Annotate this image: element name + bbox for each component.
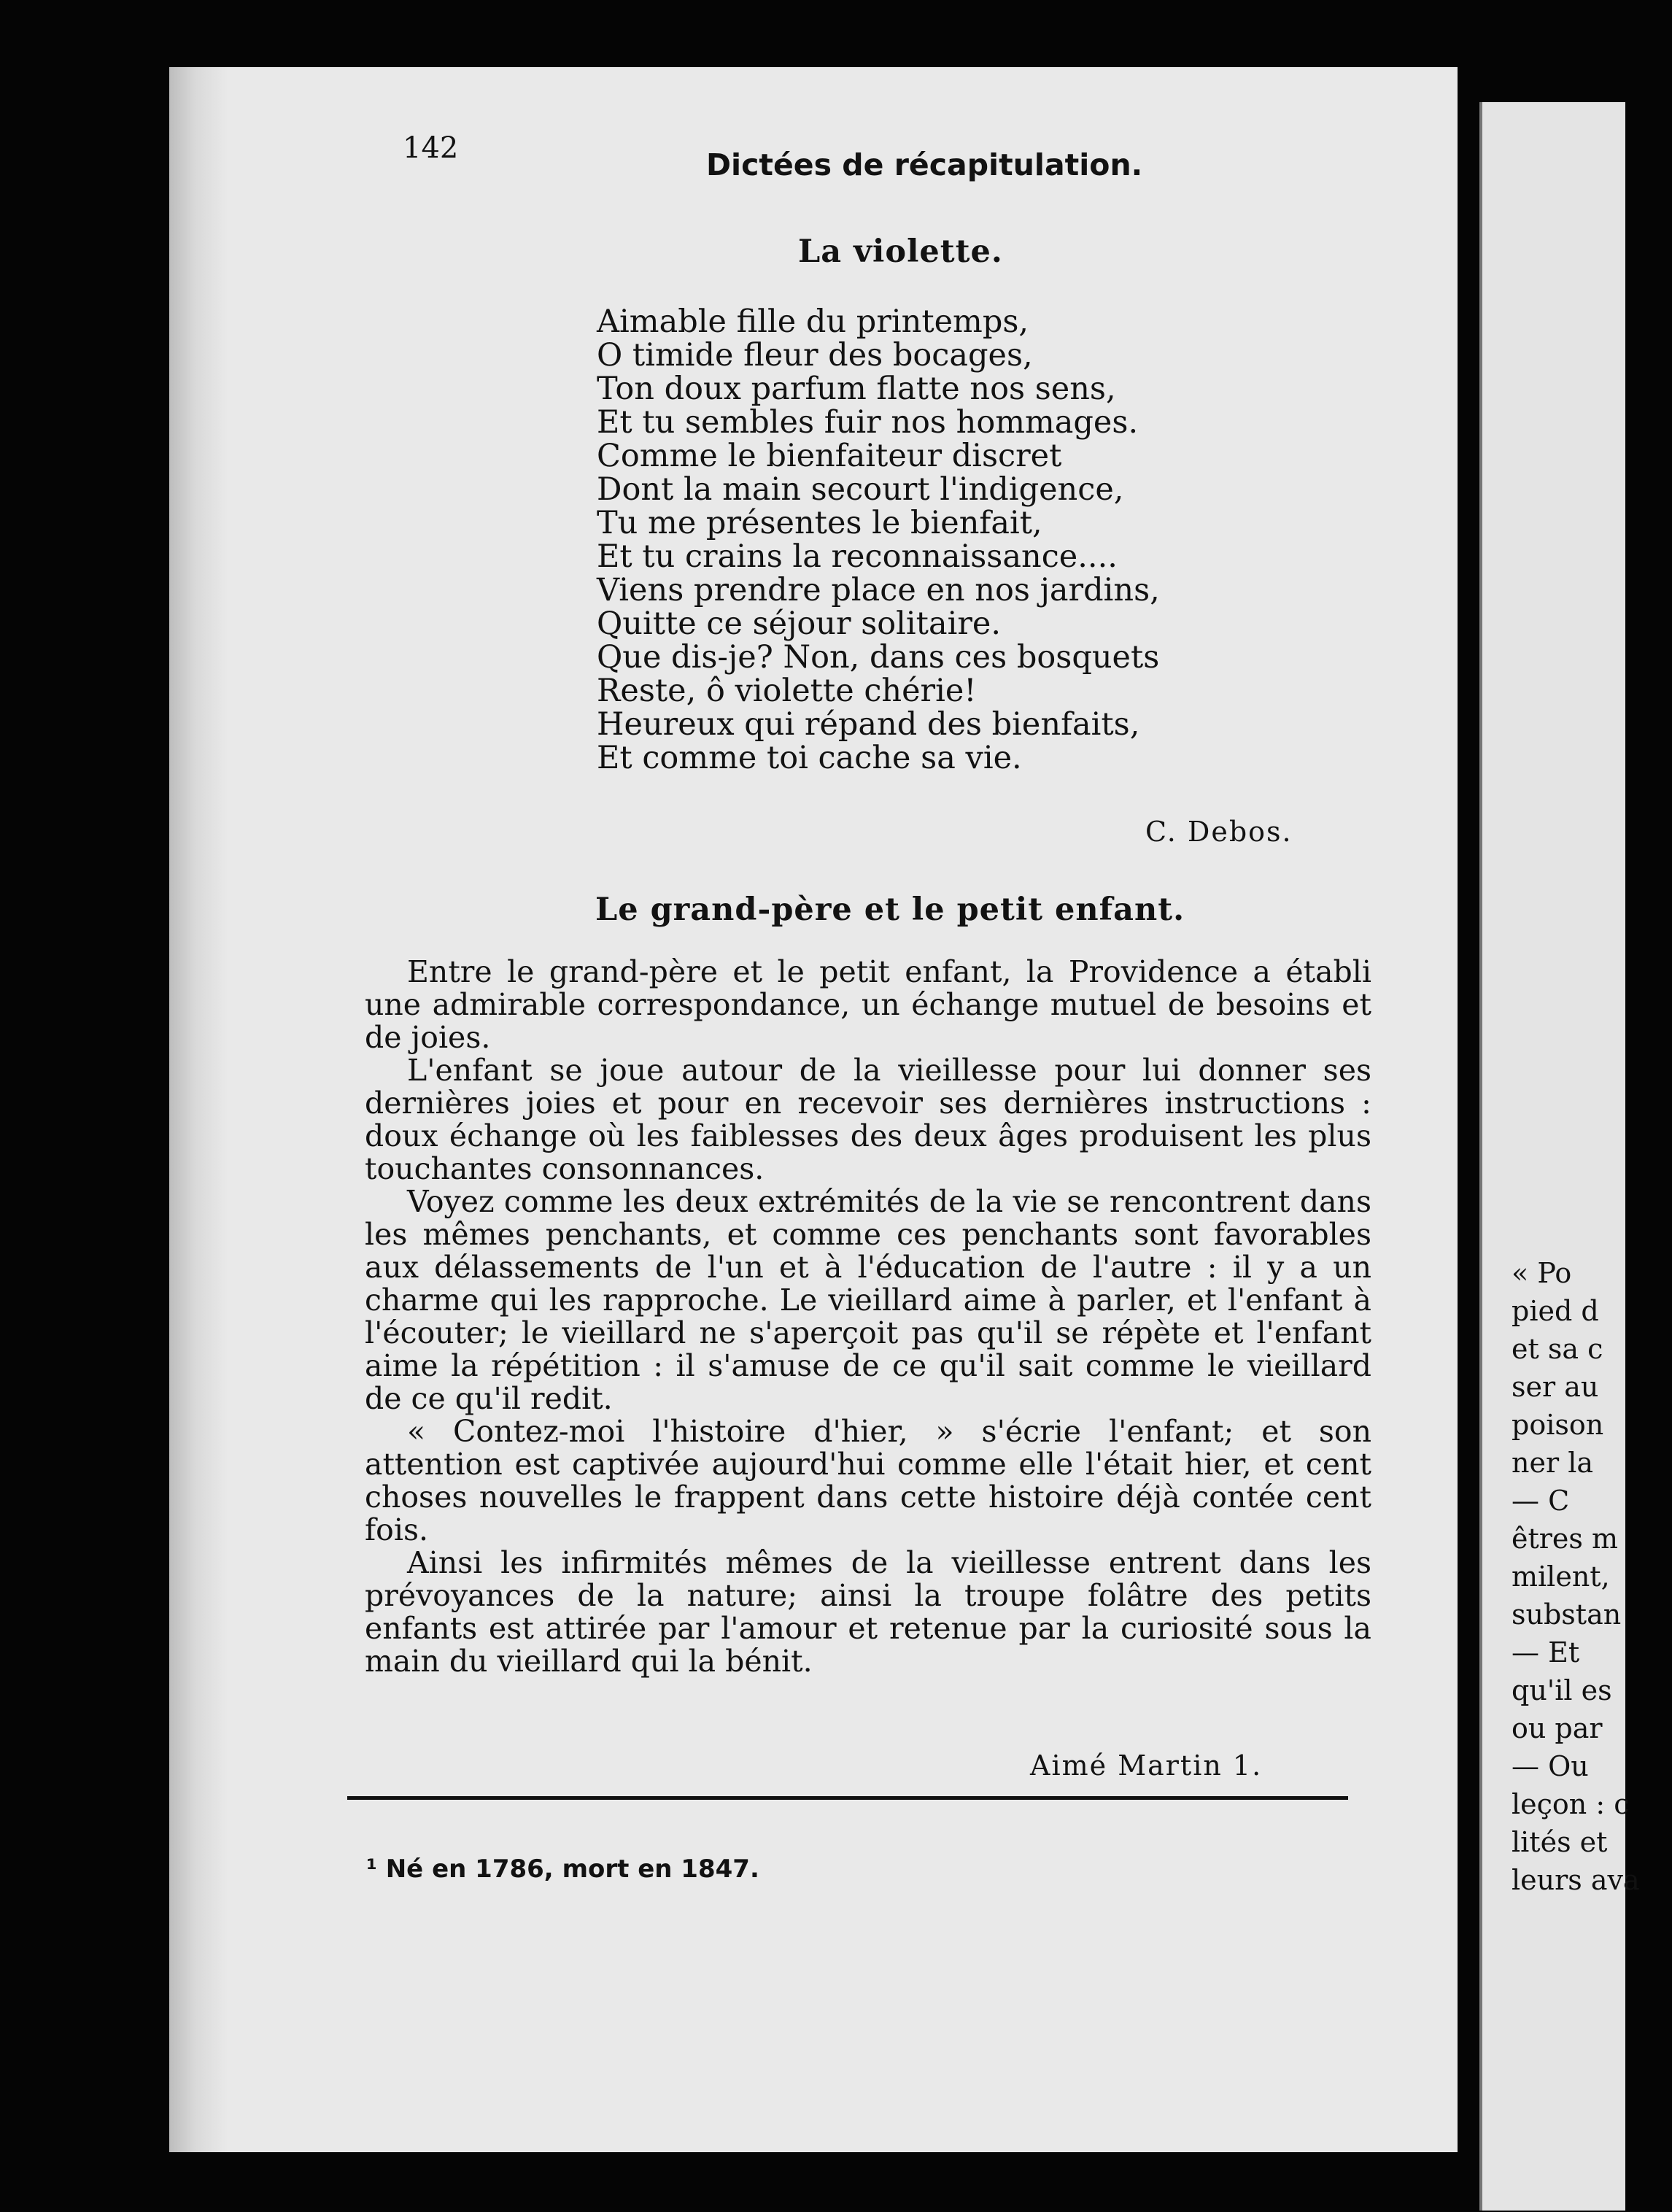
poem-line: Heureux qui répand des bienfaits, bbox=[597, 706, 1140, 743]
poem-line: Reste, ô violette chérie! bbox=[597, 673, 977, 709]
right-page-line: substan bbox=[1512, 1598, 1622, 1631]
poem-line: Aimable fille du printemps, bbox=[597, 303, 1029, 340]
right-page-line: et sa c bbox=[1512, 1333, 1603, 1365]
poem-title: La violette. bbox=[798, 233, 1003, 270]
footnote-rule bbox=[347, 1796, 1348, 1800]
right-page-line: leçon : c bbox=[1512, 1788, 1630, 1820]
right-page-line: leurs ava bbox=[1512, 1864, 1640, 1896]
running-head: Dictées de récapitulation. bbox=[706, 147, 1143, 182]
page-binding-shadow bbox=[169, 67, 228, 2152]
poem-line: Que dis-je? Non, dans ces bosquets bbox=[597, 639, 1160, 676]
poem-line: Quitte ce séjour solitaire. bbox=[597, 606, 1002, 642]
poem-body bbox=[597, 305, 1160, 775]
right-page-line: milent, bbox=[1512, 1561, 1610, 1593]
right-page-line: — Ou bbox=[1512, 1750, 1589, 1782]
prose-paragraph: L'enfant se joue autour de la vieillesse pour lui donner ses dernières joies et pour en recevoir ses dernières instructions : doux échange où les faiblesses des deux âges produisent les plus touchantes consonnances. bbox=[365, 1053, 1371, 1186]
right-page-line: « Po bbox=[1512, 1257, 1572, 1289]
prose-author-name: Aimé Martin bbox=[1030, 1749, 1223, 1782]
poem-line: Tu me présentes le bienfait, bbox=[597, 505, 1042, 541]
right-page-line: lités et bbox=[1512, 1826, 1608, 1858]
right-page-line: ou par bbox=[1512, 1712, 1603, 1744]
prose-title: Le grand-père et le petit enfant. bbox=[595, 892, 1185, 928]
book-page-right bbox=[1479, 102, 1640, 2211]
right-page-line: ser au bbox=[1512, 1371, 1599, 1403]
footnote: ¹ Né en 1786, mort en 1847. bbox=[366, 1855, 759, 1884]
prose-body bbox=[365, 956, 1371, 1678]
poem-line: Et tu crains la reconnaissance.... bbox=[597, 538, 1118, 575]
page-number: 142 bbox=[403, 131, 459, 165]
footnote-mark: 1. bbox=[1232, 1749, 1263, 1782]
prose-author bbox=[1030, 1749, 1262, 1782]
poem-line: Viens prendre place en nos jardins, bbox=[597, 572, 1160, 608]
prose-paragraph: Entre le grand-père et le petit enfant, la Providence a établi une admirable correspondance, un échange mutuel de besoins et de joies. bbox=[365, 954, 1371, 1055]
poem-line: Ton doux parfum flatte nos sens, bbox=[597, 371, 1116, 407]
poem-line: Et comme toi cache sa vie. bbox=[597, 740, 1022, 776]
poem-author: C. Debos. bbox=[1145, 816, 1293, 848]
poem-line: Comme le bienfaiteur discret bbox=[597, 438, 1062, 474]
right-page-line: qu'il es bbox=[1512, 1674, 1612, 1706]
poem-line: Et tu sembles fuir nos hommages. bbox=[597, 404, 1139, 441]
poem-line: Dont la main secourt l'indigence, bbox=[597, 471, 1124, 508]
right-page-line: — Et bbox=[1512, 1636, 1580, 1668]
right-page-line: — C bbox=[1512, 1485, 1570, 1517]
poem-line: O timide fleur des bocages, bbox=[597, 337, 1033, 374]
prose-paragraph: Ainsi les infirmités mêmes de la vieillesse entrent dans les prévoyances de la nature; ainsi la troupe folâtre des petits enfants est attirée par l'amour et retenue par la curiosité sous la main du vieillard qui la bénit. bbox=[365, 1545, 1371, 1679]
right-page-line: poison bbox=[1512, 1409, 1604, 1441]
prose-paragraph: Voyez comme les deux extrémités de la vie se rencontrent dans les mêmes penchants, et comme ces penchants sont favorables aux délassements de l'un et à l'éducation de l'autre : il y a un charme qui les rapproche. Le vieillard aime à parler, et l'enfant à l'écouter; le vieillard ne s'aperçoit pas qu'il se répète et l'enfant aime la répétition : il s'amuse de ce qu'il sait comme le vieillard de ce qu'il redit. bbox=[365, 1184, 1371, 1416]
right-page-line: pied d bbox=[1512, 1295, 1599, 1327]
prose-paragraph: « Contez-moi l'histoire d'hier, » s'écrie l'enfant; et son attention est captivée aujourd'hui comme elle l'était hier, et cent choses nouvelles le frappent dans cette histoire déjà contée cent fois. bbox=[365, 1414, 1371, 1547]
right-page-line: êtres m bbox=[1512, 1523, 1619, 1555]
right-page-line: ner la bbox=[1512, 1447, 1594, 1479]
